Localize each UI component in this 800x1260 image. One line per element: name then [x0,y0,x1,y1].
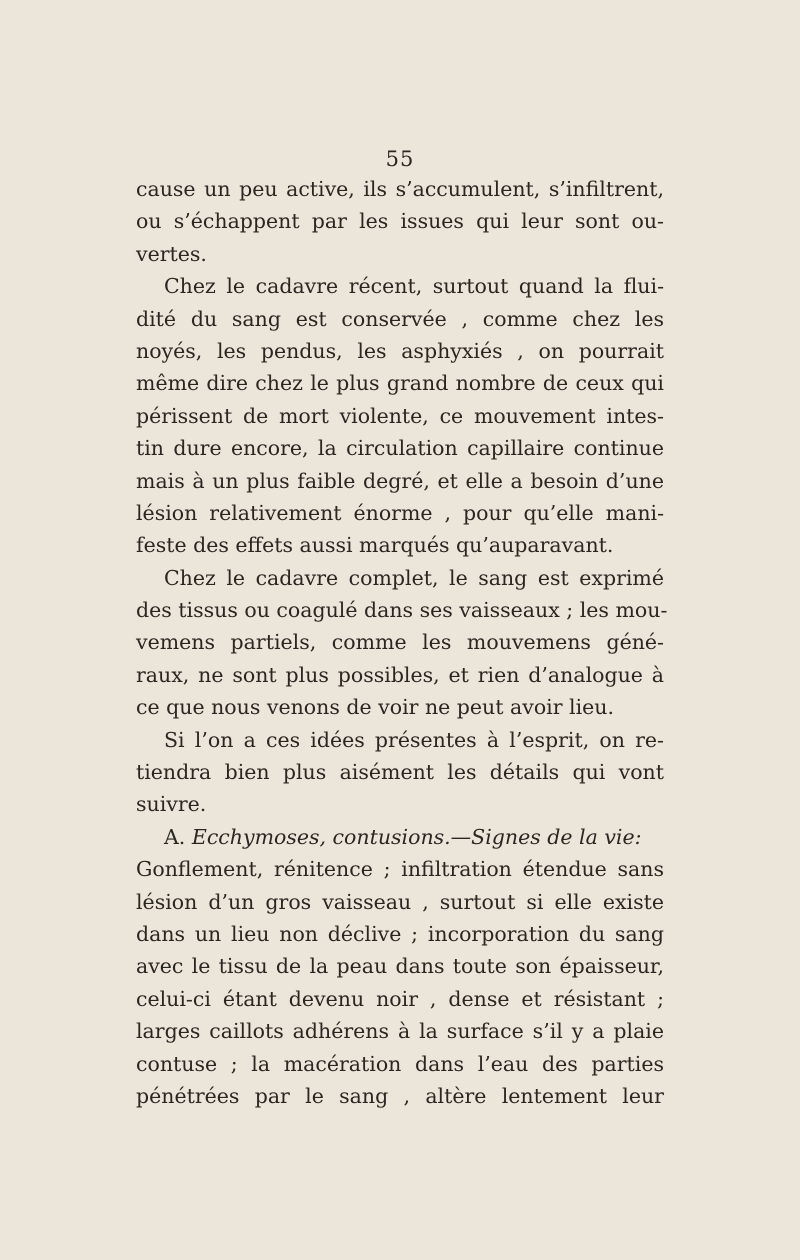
text-line: dité du sang est conservée , comme chez les [136,306,664,331]
text-line: des tissus ou coagulé dans ses vaisseaux ; les mou- [136,598,668,623]
text-line: Gonflement, rénitence ; infiltration étendue sans [136,857,664,882]
paragraph-start: Si l’on a ces idées présentes à l’esprit, on re- [164,727,664,752]
text-line: périssent de mort violente, ce mouvement intes- [136,403,664,428]
text-line: même dire chez le plus grand nombre de ceux qui [136,371,664,396]
text-line: feste des effets aussi marqués qu’auparavant. [136,533,614,558]
section-heading: Ecchymoses, contusions.—Signes de la vie: [191,824,642,849]
page-number: 55 [385,147,415,171]
text-line: mais à un plus faible degré, et elle a besoin d’une [136,468,664,493]
text-line: ou s’échappent par les issues qui leur sont ou- [136,209,664,234]
text-line: ce que nous venons de voir ne peut avoir lieu. [136,695,614,720]
text-line: lésion relativement énorme , pour qu’elle mani- [136,500,664,525]
text-line: pénétrées par le sang , altère lentement leur [136,1083,664,1108]
paragraph-start: Chez le cadavre récent, surtout quand la flui- [164,274,664,299]
text-line: raux, ne sont plus possibles, et rien d’analogue à [136,662,664,687]
text-line: tin dure encore, la circulation capillaire continue [136,436,664,461]
text-line: vertes. [136,241,207,266]
text-line: lésion d’un gros vaisseau , surtout si elle existe [136,889,664,914]
text-line: cause un peu active, ils s’accumulent, s’infiltrent, [136,177,664,201]
text-line: noyés, les pendus, les asphyxiés , on pourrait [136,338,664,363]
paragraph-start: Chez le cadavre complet, le sang est exprimé [164,565,664,590]
text-line: contuse ; la macération dans l’eau des parties [136,1051,664,1076]
text-line: larges caillots adhérens à la surface s’il y a plaie [136,1019,664,1044]
text-line: vemens partiels, comme les mouvemens géné- [136,630,664,655]
text-line: celui-ci étant devenu noir , dense et résistant ; [136,986,664,1011]
text-line: suivre. [136,792,207,817]
text-line: avec le tissu de la peau dans toute son épaisseur, [136,954,664,979]
text-line: tiendra bien plus aisément les détails qui vont [136,760,664,785]
text-line: dans un lieu non déclive ; incorporation du sang [136,921,664,946]
section-label: A. [164,824,186,849]
section-heading-line [136,821,664,853]
body-text [136,173,668,1112]
